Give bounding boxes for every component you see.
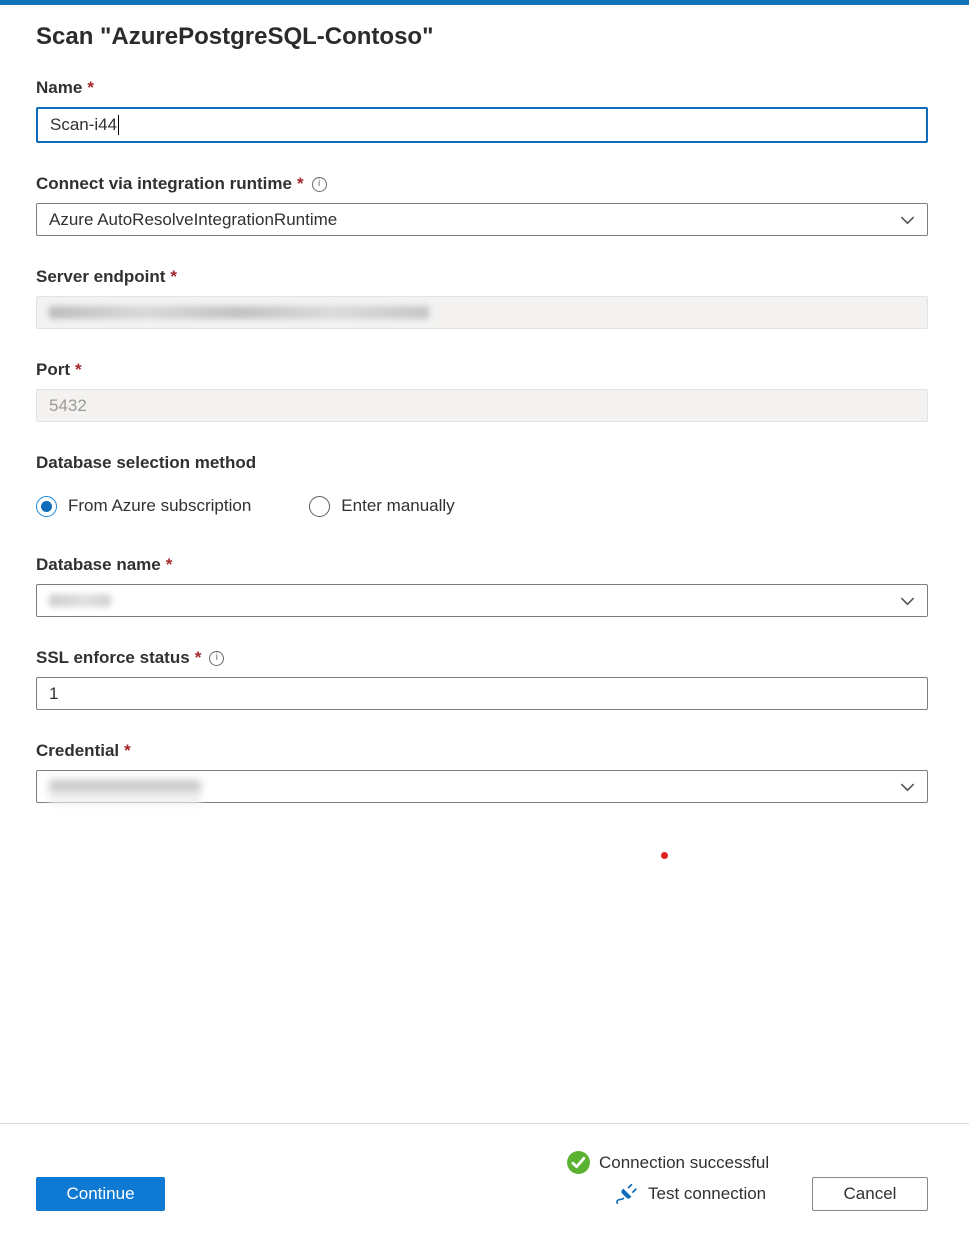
- connection-status-text: Connection successful: [599, 1152, 770, 1172]
- radio-from-azure-subscription[interactable]: [36, 496, 251, 517]
- chevron-down-icon: [899, 211, 916, 228]
- chevron-down-icon: [899, 778, 916, 795]
- name-input[interactable]: [36, 107, 928, 143]
- plug-icon: [614, 1182, 638, 1206]
- required-marker: *: [194, 648, 202, 667]
- required-marker: *: [87, 78, 94, 97]
- radio-enter-manually[interactable]: [309, 496, 454, 517]
- test-connection-button[interactable]: [614, 1182, 766, 1206]
- cancel-button[interactable]: Cancel: [812, 1177, 928, 1211]
- name-input-value: Scan-i44: [50, 115, 118, 134]
- integration-runtime-select[interactable]: [36, 203, 928, 236]
- required-marker: *: [75, 360, 82, 379]
- connection-status: [566, 1150, 769, 1175]
- ssl-enforce-status-label: SSL enforce status * i: [36, 647, 928, 669]
- credential-label: Credential *: [36, 741, 131, 760]
- continue-button[interactable]: Continue: [36, 1177, 165, 1211]
- database-name-label: Database name *: [36, 555, 173, 574]
- text-cursor: [118, 115, 119, 135]
- port-label: Port *: [36, 360, 82, 379]
- server-endpoint-input: [36, 296, 928, 329]
- ssl-enforce-status-input[interactable]: [36, 677, 928, 710]
- port-input: [36, 389, 928, 422]
- radio-selected-icon: [36, 496, 57, 517]
- db-selection-method-label: Database selection method: [36, 453, 257, 472]
- success-check-icon: [566, 1150, 591, 1175]
- credential-select[interactable]: [36, 770, 928, 803]
- info-icon[interactable]: i: [312, 177, 327, 192]
- integration-runtime-label: Connect via integration runtime * i: [36, 173, 928, 195]
- stray-red-dot: [661, 852, 668, 859]
- redacted-server-endpoint-value: [49, 306, 429, 319]
- radio-label: From Azure subscription: [68, 496, 252, 515]
- integration-runtime-value: Azure AutoResolveIntegrationRuntime: [49, 209, 338, 229]
- radio-label: Enter manually: [341, 496, 455, 515]
- required-marker: *: [170, 267, 178, 286]
- name-label: Name *: [36, 78, 94, 97]
- redacted-database-name-value: [49, 594, 111, 607]
- test-connection-label: Test connection: [648, 1184, 767, 1203]
- ssl-enforce-status-value: 1: [49, 683, 59, 703]
- required-marker: *: [124, 741, 131, 760]
- required-marker: *: [296, 174, 304, 193]
- redacted-credential-value: [49, 780, 201, 804]
- chevron-down-icon: [899, 592, 916, 609]
- page-title: Scan "AzurePostgreSQL-Contoso": [36, 23, 434, 50]
- radio-unselected-icon: [309, 496, 330, 517]
- db-selection-radio-group: [36, 491, 928, 521]
- required-marker: *: [165, 555, 173, 574]
- server-endpoint-label: Server endpoint *: [36, 267, 178, 286]
- database-name-select[interactable]: [36, 584, 928, 617]
- footer-divider: [0, 1123, 969, 1124]
- info-icon[interactable]: i: [209, 651, 224, 666]
- port-value: 5432: [49, 395, 87, 415]
